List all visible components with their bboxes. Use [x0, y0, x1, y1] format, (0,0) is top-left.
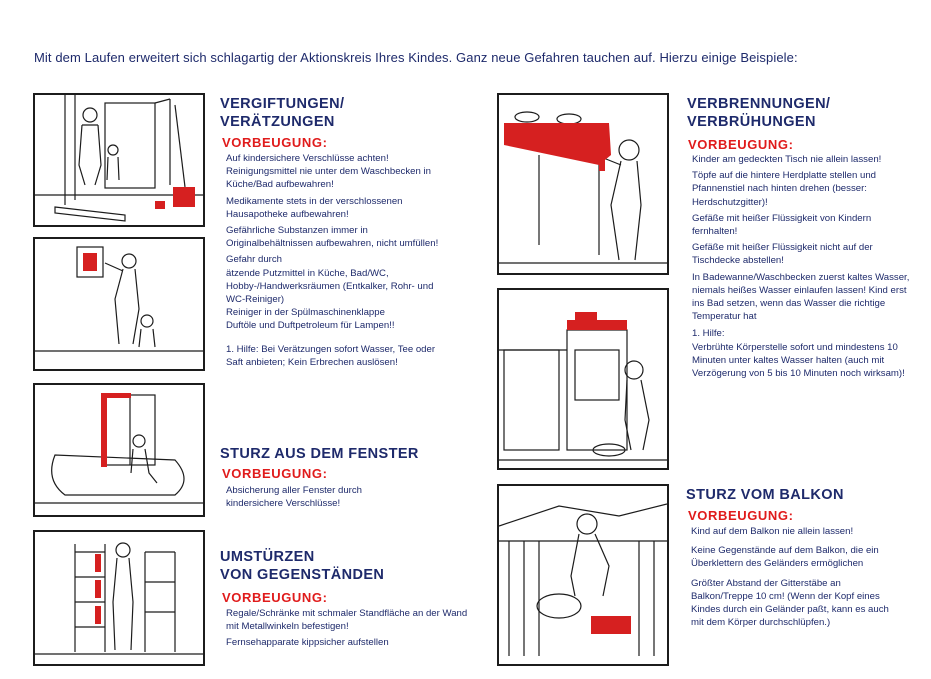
balkon-vorbeugung: VORBEUGUNG:: [688, 508, 794, 523]
vergiftung-hilfe: 1. Hilfe: Bei Verätzungen sofort Wasser, Tee oder Saft anbieten; Kein Erbrechen auslösen!: [226, 343, 436, 368]
verbrennung-p3: Gefäße mit heißer Flüssigkeit von Kindern fernhalten!: [692, 212, 872, 238]
fenster-heading: STURZ AUS DEM FENSTER: [220, 446, 419, 462]
verbrennung-title-2: VERBRÜHUNGEN: [687, 114, 816, 130]
verbrennung-vorbeugung: VORBEUGUNG:: [688, 137, 794, 152]
verbrennung-hilfe-label: 1. Hilfe:: [692, 328, 725, 340]
umstuerzen-title-2: VON GEGENSTÄNDEN: [220, 567, 385, 583]
balkon-p2: Keine Gegenstände auf dem Balkon, die ein Überklettern des Geländers ermöglichen: [691, 545, 879, 570]
intro-text: Mit dem Laufen erweitert sich schlagartig der Aktionskreis Ihres Kindes. Ganz neue Gefahren tauchen auf. Hierzu einige Beispiele:: [34, 50, 798, 65]
vergiftung-p3: Gefährliche Substanzen immer in Originalbehältnissen aufbewahren, nicht umfüllen!: [226, 225, 439, 250]
vergiftung-title-1: VERGIFTUNGEN/: [220, 96, 345, 112]
hot-table-illustration: [497, 93, 669, 275]
balkon-heading: STURZ VOM BALKON: [686, 487, 844, 503]
umstuerzen-p1: Regale/Schränke mit schmaler Standfläche an der Wand mit Metallwinkeln befestigen!: [226, 608, 468, 633]
umstuerzen-body: [226, 607, 471, 653]
balkon-body: [691, 525, 903, 632]
umstuerzen-heading: [220, 548, 384, 584]
umstuerzen-title-1: UMSTÜRZEN: [220, 549, 315, 565]
shelf-tipping-illustration: [33, 530, 205, 666]
vergiftung-p7: Duftöle und Duftpetroleum für Lampen!!: [226, 320, 395, 332]
verbrennung-p4: Gefäße mit heißer Flüssigkeit nicht auf der Tischdecke abstellen!: [692, 242, 873, 267]
verbrennung-p1: Kinder am gedeckten Tisch nie allein lassen!: [692, 154, 882, 165]
vergiftung-vorbeugung: VORBEUGUNG:: [222, 135, 328, 150]
vergiftung-body: [226, 152, 451, 372]
stove-illustration: [497, 288, 669, 470]
vergiftung-p1: Auf kindersichere Verschlüsse achten! Reinigungsmittel nie unter dem Waschbecken in Küche/Bad aufbewahren!: [226, 153, 431, 191]
fenster-vorbeugung: VORBEUGUNG:: [222, 466, 328, 481]
vergiftung-heading: [220, 95, 344, 131]
fenster-body: Absicherung aller Fenster durch kindersichere Verschlüsse!: [226, 485, 362, 510]
verbrennung-p2: Töpfe auf die hintere Herdplatte stellen und Pfannenstiel nach hinten drehen (besser: Herdschutzgitter)!: [692, 170, 877, 208]
vergiftung-p4: Gefahr durch: [226, 254, 282, 266]
window-fall-illustration: [33, 383, 205, 517]
balcony-illustration: [497, 484, 669, 666]
verbrennung-body: [692, 153, 914, 383]
balkon-p1: Kind auf dem Balkon nie allein lassen!: [691, 526, 854, 537]
verbrennung-heading: [687, 95, 830, 131]
verbrennung-p5: In Badewanne/Waschbecken zuerst kaltes Wasser, niemals heißes Wasser einlaufen lassen! Kind erst ins Bad setzen, wenn das Wasser die richtige Temperatur hat: [692, 271, 910, 323]
balkon-p3: Größter Abstand der Gitterstäbe an Balkon/Treppe 10 cm! (Wenn der Kopf eines Kindes durch ein Geländer paßt, kann es auch mit dem Körper durchschlüpfen.): [691, 577, 889, 629]
cleaning-cupboard-illustration: [33, 93, 205, 227]
verbrennung-hilfe: Verbrühte Körperstelle sofort und mindestens 10 Minuten unter kaltes Wasser halten (auch mit Verzögerung von 5 bis 10 Minuten noch wirksam)!: [692, 341, 905, 380]
vergiftung-p6: Reiniger in der Spülmaschinenklappe: [226, 307, 385, 319]
umstuerzen-vorbeugung: VORBEUGUNG:: [222, 590, 328, 605]
vergiftung-p2: Medikamente stets in der verschlossenen Hausapotheke aufbewahren!: [226, 195, 403, 220]
verbrennung-title-1: VERBRENNUNGEN/: [687, 96, 831, 112]
vergiftung-p5: ätzende Putzmittel in Küche, Bad/WC, Hobby-/Handwerksräumen (Entkalker, Rohr- und WC-Reiniger): [226, 267, 434, 306]
medicine-cabinet-illustration: [33, 237, 205, 371]
vergiftung-title-2: VERÄTZUNGEN: [220, 114, 335, 130]
umstuerzen-p2: Fernsehapparate kippsicher aufstellen: [226, 637, 389, 649]
